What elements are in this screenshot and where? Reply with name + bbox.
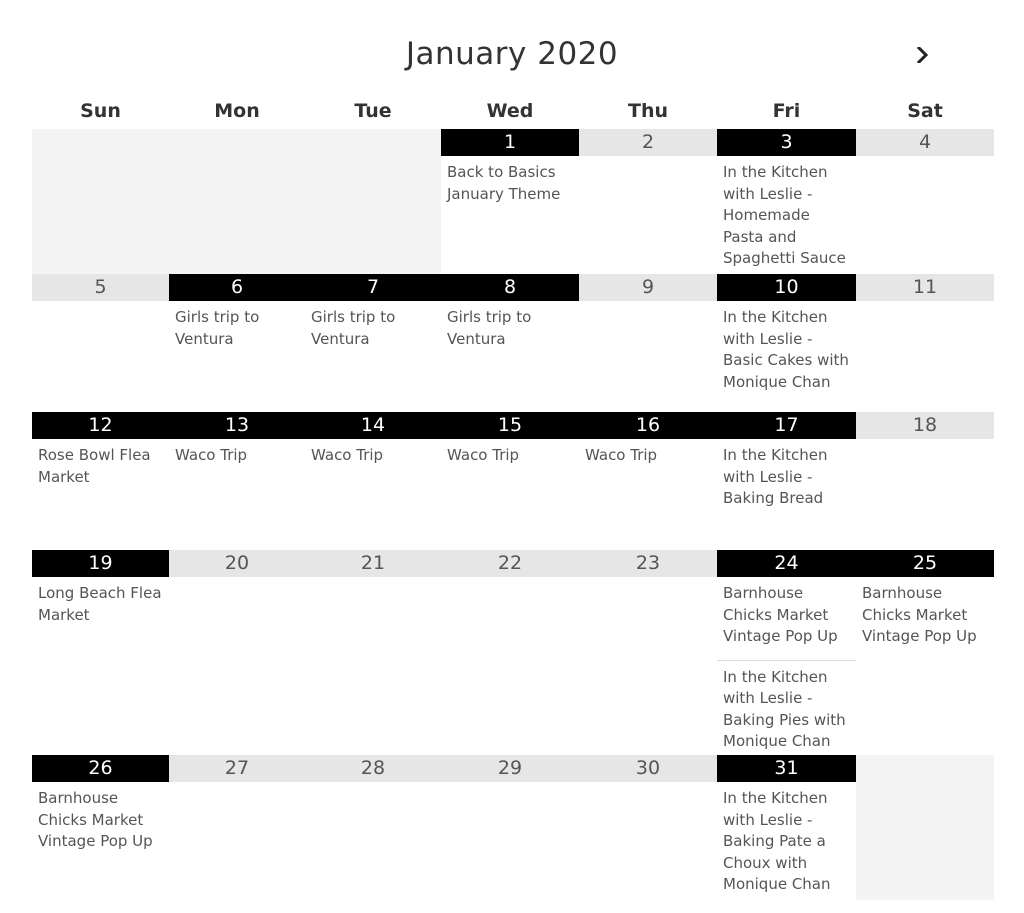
day-number: 3 [717,129,856,156]
chevron-right-icon [916,47,930,63]
day-number: 1 [441,129,579,156]
weekday-thu: Thu [627,100,668,122]
weekday-wed: Wed [486,100,534,122]
day-cell[interactable] [169,274,305,412]
day-number: 28 [305,755,441,782]
day-cell[interactable] [856,274,994,412]
day-number: 20 [169,550,305,577]
day-cell[interactable] [169,755,305,900]
day-cell[interactable] [32,412,169,550]
calendar-event[interactable]: Waco Trip [447,446,520,464]
day-number: 2 [579,129,717,156]
day-number: 11 [856,274,994,301]
empty-day-cell [32,129,169,274]
calendar-event[interactable]: Waco Trip [585,446,658,464]
day-number: 8 [441,274,579,301]
empty-day-cell [169,129,305,274]
calendar-event[interactable]: In the Kitchen with Leslie - Baking Bread [723,446,828,507]
weekday-tue: Tue [354,100,392,122]
empty-day-cell [305,129,441,274]
day-cell[interactable] [717,550,856,755]
day-cell[interactable] [305,412,441,550]
day-cell[interactable] [717,274,856,412]
day-number: 23 [579,550,717,577]
day-number: 31 [717,755,856,782]
day-cell[interactable] [305,755,441,900]
day-cell[interactable] [32,274,169,412]
calendar-event[interactable]: Rose Bowl Flea Market [38,446,151,486]
day-number: 13 [169,412,305,439]
calendar-event[interactable]: Girls trip to Ventura [175,308,260,348]
day-cell[interactable] [169,550,305,755]
calendar-event[interactable]: In the Kitchen with Leslie - Homemade Pasta and Spaghetti Sauce [723,163,846,267]
day-cell[interactable] [856,129,994,274]
calendar-event[interactable]: Barnhouse Chicks Market Vintage Pop Up [862,584,977,645]
day-cell[interactable] [441,274,579,412]
weekday-sat: Sat [907,100,943,122]
day-number: 10 [717,274,856,301]
calendar-event[interactable]: Waco Trip [311,446,384,464]
day-number: 19 [32,550,169,577]
weekday-mon: Mon [214,100,260,122]
day-cell[interactable] [441,550,579,755]
calendar-event[interactable]: Girls trip to Ventura [447,308,532,348]
day-number: 22 [441,550,579,577]
day-number: 29 [441,755,579,782]
day-cell[interactable] [169,412,305,550]
day-cell[interactable] [717,412,856,550]
day-cell[interactable] [717,755,856,900]
day-number: 18 [856,412,994,439]
day-number: 21 [305,550,441,577]
month-title: January 2020 [405,36,619,72]
next-month-button[interactable] [906,40,940,70]
day-number: 14 [305,412,441,439]
day-cell[interactable] [579,129,717,274]
calendar-event[interactable]: Girls trip to Ventura [311,308,396,348]
calendar-event[interactable]: Back to Basics January Theme [447,163,561,203]
day-cell[interactable] [305,274,441,412]
calendar-event[interactable]: In the Kitchen with Leslie - Baking Pate a Choux with Monique Chan [723,789,831,893]
weekday-fri: Fri [772,100,801,122]
day-number: 16 [579,412,717,439]
calendar-event[interactable]: In the Kitchen with Leslie - Basic Cakes with Monique Chan [723,308,849,391]
day-cell[interactable] [579,274,717,412]
day-number: 9 [579,274,717,301]
calendar-event[interactable]: In the Kitchen with Leslie - Baking Pies with Monique Chan [717,660,856,759]
day-number: 12 [32,412,169,439]
day-number: 15 [441,412,579,439]
day-number: 6 [169,274,305,301]
day-cell[interactable] [856,550,994,755]
day-number: 26 [32,755,169,782]
day-cell[interactable] [441,755,579,900]
day-cell[interactable] [32,755,169,900]
day-cell[interactable] [856,412,994,550]
day-cell[interactable] [579,755,717,900]
calendar-event[interactable]: Barnhouse Chicks Market Vintage Pop Up [723,584,838,645]
empty-day-cell [856,755,994,900]
weekday-sun: Sun [80,100,121,122]
day-number: 7 [305,274,441,301]
day-cell[interactable] [717,129,856,274]
day-cell[interactable] [32,550,169,755]
day-number: 17 [717,412,856,439]
calendar-event[interactable]: Barnhouse Chicks Market Vintage Pop Up [38,789,153,850]
day-cell[interactable] [441,412,579,550]
day-number: 27 [169,755,305,782]
calendar-event[interactable]: Long Beach Flea Market [38,584,162,624]
day-number: 24 [717,550,856,577]
day-number: 30 [579,755,717,782]
calendar-event[interactable]: Waco Trip [175,446,248,464]
day-cell[interactable] [441,129,579,274]
day-cell[interactable] [579,550,717,755]
day-number: 5 [32,274,169,301]
day-number: 25 [856,550,994,577]
day-cell[interactable] [579,412,717,550]
day-number: 4 [856,129,994,156]
day-cell[interactable] [305,550,441,755]
